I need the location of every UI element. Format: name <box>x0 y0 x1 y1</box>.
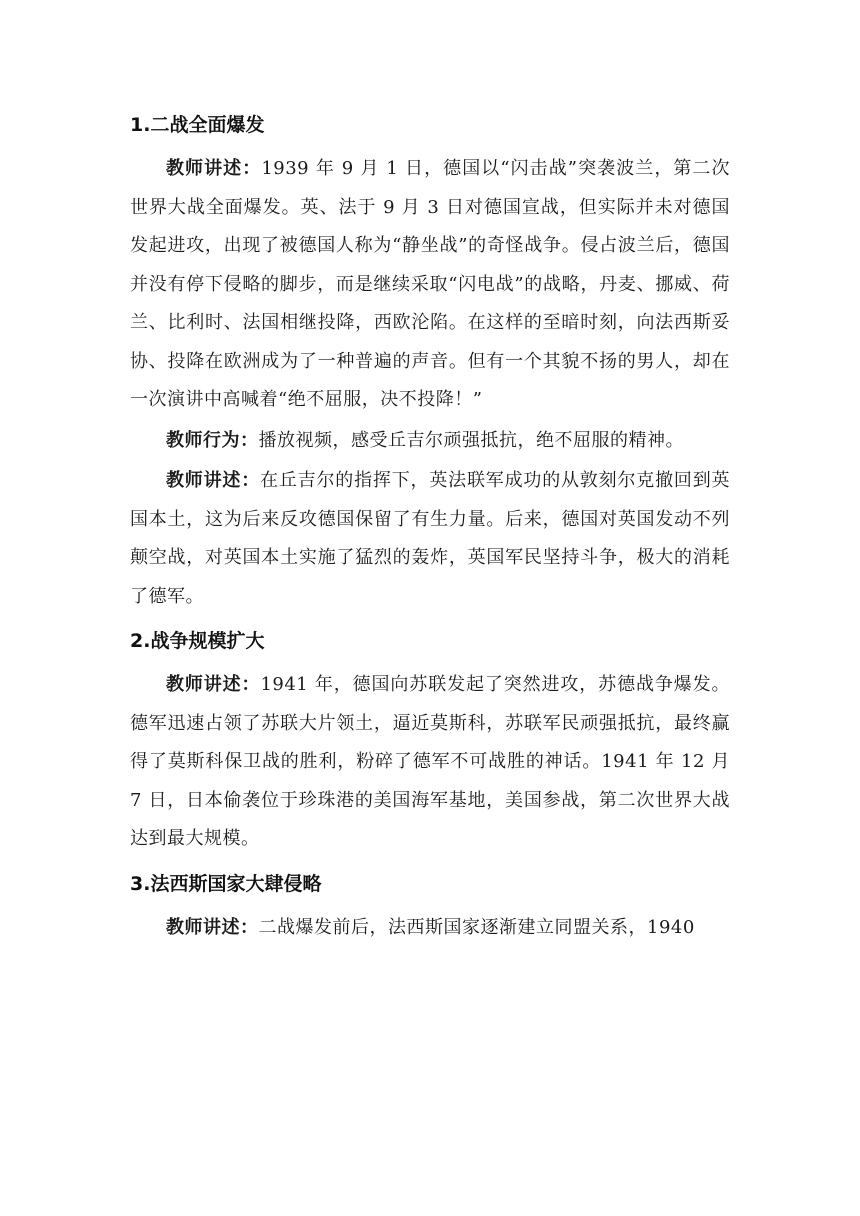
paragraph <box>130 909 730 948</box>
paragraph-text: 1941 年，德国向苏联发起了突然进攻，苏德战争爆发。德军迅速占领了苏联大片领土，逼近莫斯科，苏联军民顽强抵抗，最终赢得了莫斯科保卫战的胜利，粉碎了德军不可战胜的神话。1941 年 12 月 7 日，日本偷袭位于珍珠港的美国海军基地，美国参战，第二次世界大战达到最大规模。 <box>130 674 731 849</box>
paragraph <box>130 150 730 420</box>
paragraph-label: 教师讲述： <box>166 674 261 695</box>
paragraph <box>130 462 730 616</box>
document-body <box>130 100 730 949</box>
paragraph-text: 在丘吉尔的指挥下，英法联军成功的从敦刻尔克撤回到英国本土，这为后来反攻德国保留了有生力量。后来，德国对英国发动不列颠空战，对英国本土实施了猛烈的轰炸，英国军民坚持斗争，极大的消耗了德军。 <box>130 470 731 607</box>
section-heading-2: 2.战争规模扩大 <box>130 630 265 652</box>
paragraph-label: 教师讲述： <box>166 158 262 179</box>
paragraph-text: 二战爆发前后，法西斯国家逐渐建立同盟关系，1940 <box>258 916 695 938</box>
paragraph-label: 教师讲述： <box>166 470 261 491</box>
paragraph-label: 教师行为： <box>166 429 259 451</box>
paragraph <box>130 666 730 859</box>
section-heading-1: 1.二战全面爆发 <box>130 114 265 136</box>
paragraph-label: 教师讲述： <box>166 916 259 938</box>
paragraph-text: 播放视频，感受丘吉尔顽强抵抗，绝不屈服的精神。 <box>258 429 684 451</box>
paragraph-text: 1939 年 9 月 1 日，德国以“闪击战”突袭波兰，第二次世界大战全面爆发。英、法于 9 月 3 日对德国宣战，但实际并未对德国发起进攻，出现了被德国人称为“静坐战”的奇怪战争。侵占波兰后，德国并没有停下侵略的脚步，而是继续采取“闪电战”的战略，丹麦、挪威、荷兰、比利时、法国相继投降，西欧沦陷。在这样的至暗时刻，向法西斯妥协、投降在欧洲成为了一种普遍的声音。但有一个其貌不扬的男人，却在一次演讲中高喊着“绝不屈服，决不投降！” <box>130 158 730 410</box>
section-heading-3: 3.法西斯国家大肆侵略 <box>130 872 322 895</box>
paragraph <box>130 422 730 461</box>
